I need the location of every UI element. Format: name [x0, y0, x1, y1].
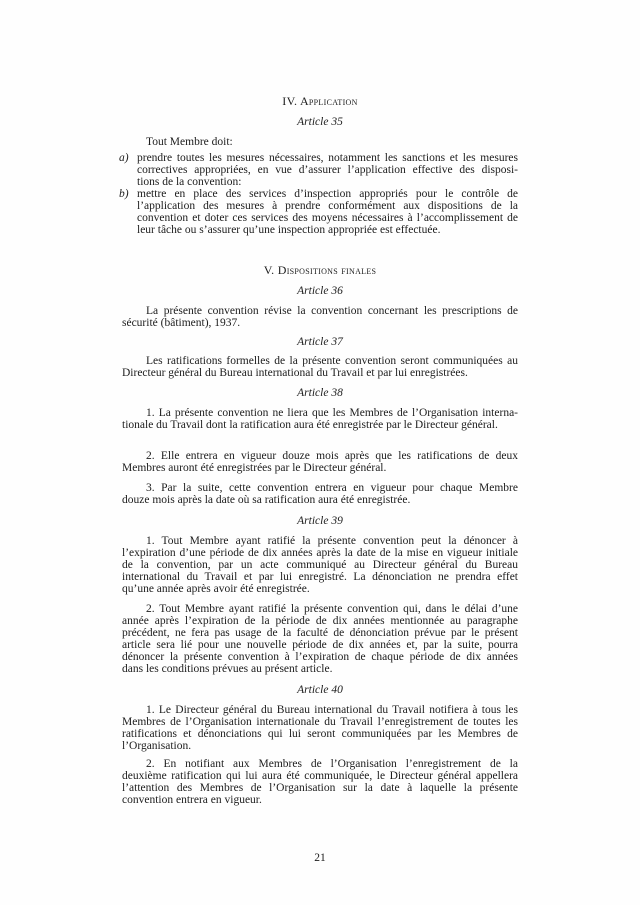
- text-line: prendre toutes les mesures nécessaires, notamment les sanctions et les mesures: [137, 152, 518, 164]
- paragraph: [122, 450, 518, 474]
- text-line: deuxième ratification qui lui aura été communiquée, le Directeur général appellera: [122, 770, 518, 782]
- list-item: [119, 188, 518, 236]
- text-line: 2. Elle entrera en vigueur douze mois après que les ratifications de deux: [146, 450, 518, 462]
- text-line: tions de la convention:: [137, 176, 242, 188]
- paragraph: [122, 305, 518, 329]
- article-title: Article 39: [297, 515, 343, 527]
- paragraph: [122, 603, 518, 675]
- list-marker: b): [119, 188, 129, 200]
- list-marker: a): [119, 152, 129, 164]
- text-line: sécurité (bâtiment), 1937.: [122, 317, 241, 329]
- text-line: 2. Tout Membre ayant ratifié la présente convention qui, dans le délai d’une: [146, 603, 518, 615]
- text-line: qu’une année après avoir été enregistrée.: [122, 583, 310, 595]
- text-line: tionale du Travail dont la ratification aura été enregistrée par le Directeur général.: [122, 419, 498, 431]
- text-line: l’expiration d’une période de dix années après la date de la mise en vigueur initiale: [122, 547, 518, 559]
- text-line: international du Travail et par lui enregistré. La dénonciation ne prendra effet: [122, 571, 518, 583]
- text-line: Directeur général du Bureau international du Travail et par lui enregistrées.: [122, 367, 468, 379]
- text-line: précédent, ne fera pas usage de la faculté de dénonciation prévue par le présent: [122, 627, 518, 639]
- section-heading: IV. Application: [282, 94, 358, 108]
- section-heading: V. Dispositions finales: [263, 263, 377, 277]
- text-line: article sera lié pour une nouvelle période de dix années et, par la suite, pourra: [122, 639, 518, 651]
- text-line: l’Organisation.: [122, 740, 192, 752]
- page-number: 21: [314, 852, 326, 864]
- paragraph: [122, 704, 518, 752]
- text-line: 2. En notifiant aux Membres de l’Organisation l’enregistrement de la: [146, 758, 518, 770]
- text-line: douze mois après la date où sa ratification aura été enregistrée.: [122, 494, 411, 506]
- list-item: [119, 152, 518, 188]
- article-title: Article 37: [297, 336, 343, 348]
- text-line: correctives appropriées, en vue d’assurer l’application effective des disposi-: [137, 164, 518, 176]
- article-title: Article 38: [297, 387, 343, 399]
- article-title: Article 40: [297, 684, 343, 696]
- paragraph: [122, 482, 518, 506]
- text-line: La présente convention révise la convention concernant les prescriptions de: [146, 305, 518, 317]
- text-line: 1. Le Directeur général du Bureau international du Travail notifiera à tous les: [146, 704, 518, 716]
- text-line: Membres auront été enregistrées par le Directeur général.: [122, 462, 387, 474]
- text-line: ratifications et dénonciations qui lui seront communiquées par les Membres de: [122, 728, 518, 740]
- paragraph: [122, 535, 518, 595]
- text-line: leur tâche ou s’assurer qu’une inspection appropriée est effectuée.: [137, 224, 441, 236]
- text-line: 1. La présente convention ne liera que les Membres de l’Organisation interna-: [146, 407, 518, 419]
- text-line: Les ratifications formelles de la présente convention seront communiquées au: [146, 355, 518, 367]
- text-line: l’attention des Membres de l’Organisation sur la date à laquelle la présente: [122, 782, 518, 794]
- text-line: l’application des mesures à prendre conformément aux dispositions de la: [137, 200, 518, 212]
- text-line: année après l’expiration de la période de dix années mentionnée au paragraphe: [122, 615, 518, 627]
- text-line: 1. Tout Membre ayant ratifié la présente convention peut la dénoncer à: [146, 535, 518, 547]
- paragraph: [122, 407, 518, 431]
- text-line: Membres de l’Organisation internationale du Travail l’enregistrement de toutes les: [122, 716, 518, 728]
- text-line: Tout Membre doit:: [146, 136, 233, 148]
- text-line: de la convention, par un acte communiqué au Directeur général du Bureau: [122, 559, 518, 571]
- article-title: Article 36: [297, 285, 343, 297]
- paragraph: [122, 136, 518, 148]
- text-line: convention et doter ces services des moyens nécessaires à l’accomplissement de: [137, 212, 518, 224]
- paragraph: [122, 355, 518, 379]
- paragraph: [122, 758, 518, 806]
- article-title: Article 35: [297, 116, 343, 128]
- text-line: 3. Par la suite, cette convention entrera en vigueur pour chaque Membre: [146, 482, 518, 494]
- text-line: dans les conditions prévues au présent article.: [122, 663, 333, 675]
- text-line: convention entrera en vigueur.: [122, 794, 262, 806]
- text-line: dénoncer la présente convention à l’expiration de chaque période de dix années: [122, 651, 518, 663]
- text-line: mettre en place des services d’inspection appropriés pour le contrôle de: [137, 188, 518, 200]
